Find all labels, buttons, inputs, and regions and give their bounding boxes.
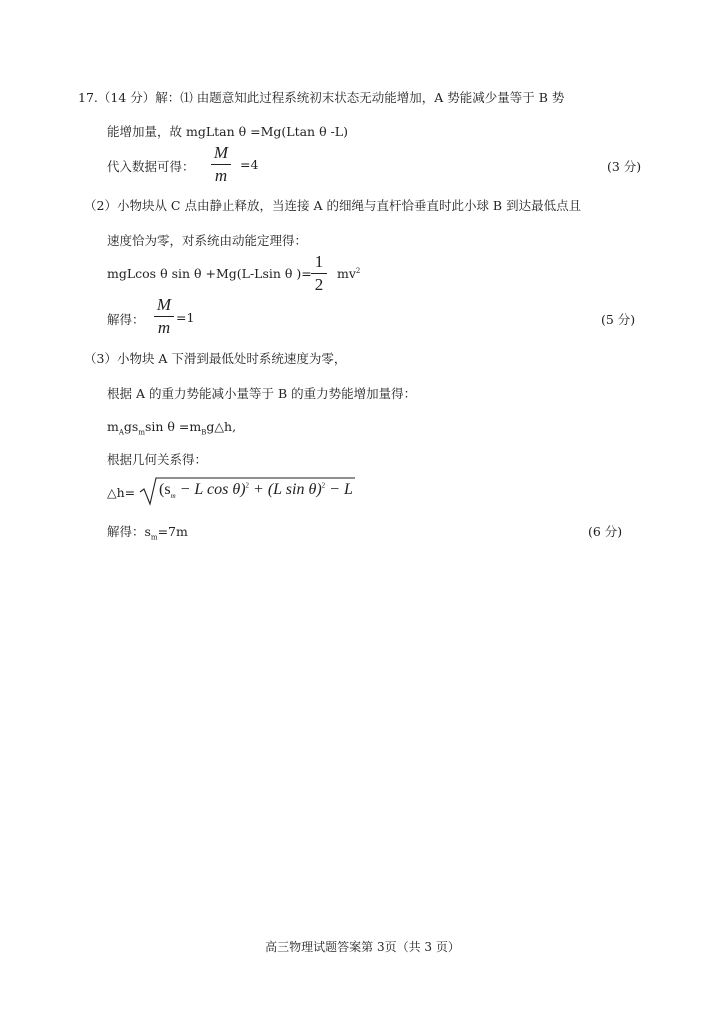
fraction-numerator: 1 [314, 252, 324, 271]
fraction-M-over-m-2 [154, 296, 174, 337]
part3-solve: 解得：$s_m=7m$ [107, 524, 188, 542]
fraction-M-over-m-1 [211, 144, 231, 185]
part2-equation-prefix: mgLcos θ sin θ +Mg(L-Lsin θ )= [107, 266, 312, 281]
page-footer: 高三物理试题答案第 3页（共 3 页） [265, 940, 460, 954]
score-2: (5 分) [601, 312, 636, 327]
fraction-numerator: M [213, 143, 229, 162]
fraction-bar [311, 273, 327, 274]
q17-line-1: 17.（14 分）解：⑴ 由题意知此过程系统初末状态无动能增加，A 势能减少量等于 B 势 [78, 90, 565, 105]
fraction-denominator: 2 [314, 275, 324, 294]
q17-line-3-suffix: =4 [240, 157, 259, 172]
q17-line-3-prefix: 代入数据可得： [107, 159, 195, 174]
fraction-one-half [311, 253, 327, 294]
part2-equation-suffix: $mv^2$ [337, 266, 361, 281]
part2-line-1: （2）小物块从 C 点由静止释放，当连接 A 的细绳与直杆恰垂直时此小球 B 到达最低点且 [84, 198, 582, 213]
part2-line-2: 速度恰为零，对系统由动能定理得： [107, 233, 308, 248]
part3-root-prefix: △h= [107, 485, 136, 500]
fraction-numerator: M [156, 295, 172, 314]
q17-line-2: 能增加量，故 mgLtan θ =Mg(Ltan θ -L) [107, 124, 348, 139]
fraction-denominator: m [157, 318, 171, 337]
part3-equation: $m_Ags_m\sin$ $\theta =m_Bg\triangle h$, [107, 419, 237, 437]
fraction-denominator: m [214, 166, 228, 185]
part3-root-expression: ($s_m - L$ cos θ)$^2$ + (L sin θ)$^2$ − L [159, 481, 353, 501]
fraction-bar [154, 316, 174, 317]
score-1: (3 分) [607, 159, 642, 174]
part2-solve-suffix: =1 [176, 310, 195, 325]
fraction-bar [211, 164, 231, 165]
part3-line-4: 根据几何关系得： [107, 452, 208, 467]
part3-line-1: （3）小物块 A 下滑到最低处时系统速度为零， [84, 351, 347, 366]
part3-line-2: 根据 A 的重力势能减小量等于 B 的重力势能增加量得： [107, 386, 417, 401]
part2-solve-prefix: 解得： [107, 312, 145, 327]
score-3: (6 分) [588, 524, 623, 539]
